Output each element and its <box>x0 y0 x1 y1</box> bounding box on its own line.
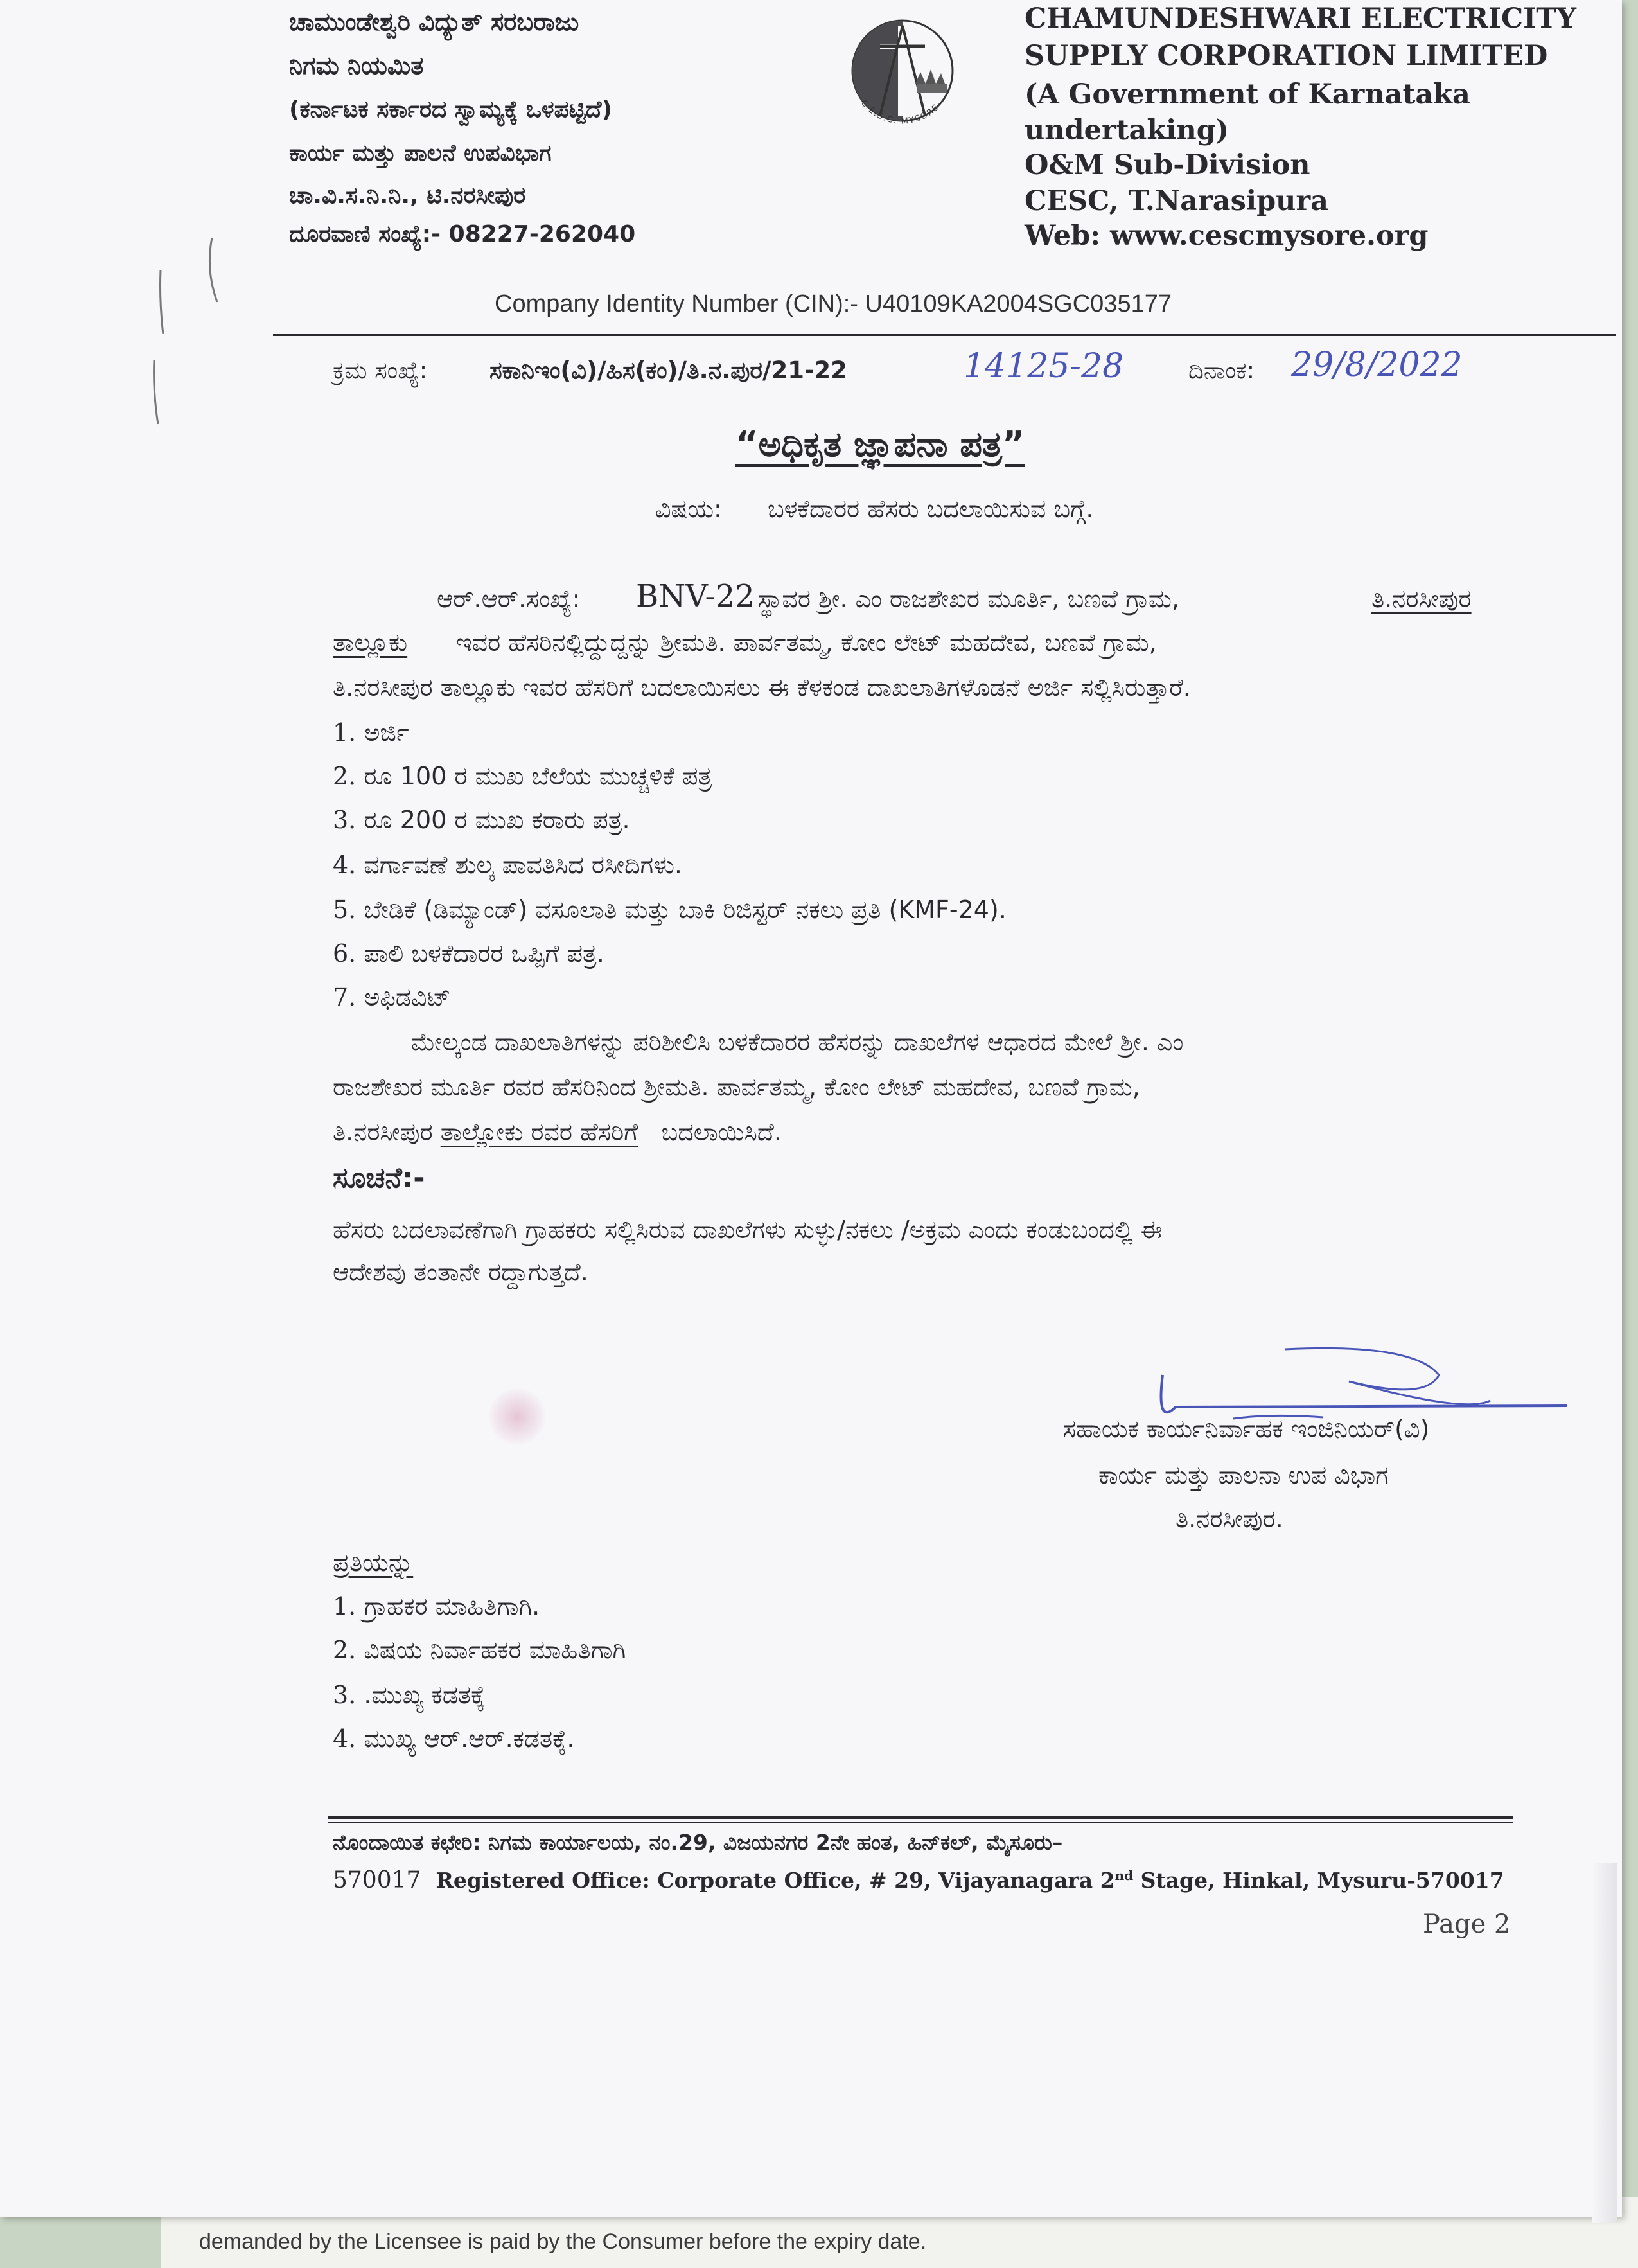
list-item: 6. ಪಾಲಿ ಬಳಕೆದಾರರ ಒಪ್ಪಿಗೆ ಪತ್ರ. <box>333 939 604 968</box>
signatory-place: ತಿ.ನರಸೀಪುರ. <box>1176 1505 1283 1533</box>
handwritten-date: 29/8/2022 <box>1291 346 1463 384</box>
handwritten-dispatch-number: 14125-28 <box>964 347 1124 385</box>
staple-marks <box>141 231 231 437</box>
header-kn-line: ಕಾರ್ಯ ಮತ್ತು ಪಾಲನೆ ಉಪವಿಭಾಗ <box>289 140 552 166</box>
list-item: 3. .ಮುಖ್ಯ ಕಡತಕ್ಕೆ <box>333 1681 486 1709</box>
subject-text: ಬಳಕೆದಾರರ ಹೆಸರು ಬದಲಾಯಿಸುವ ಬಗ್ಗೆ. <box>768 495 1094 523</box>
list-item: 4. ಮುಖ್ಯ ಆರ್.ಆರ್.ಕಡತಕ್ಕೆ. <box>333 1724 575 1753</box>
header-en-line: CHAMUNDESHWARI ELECTRICITY <box>1025 3 1576 35</box>
list-item: 2. ವಿಷಯ ನಿರ್ವಾಹಕರ ಮಾಹಿತಿಗಾಗಿ <box>333 1636 626 1664</box>
list-item: 7. ಅಫಿಡವಿಟ್ <box>333 983 451 1011</box>
header-kn-line: ದೂರವಾಣಿ ಸಂಖ್ಯೆ:- 08227-262040 <box>289 221 636 247</box>
intro-line2: ಇವರ ಹೆಸರಿನಲ್ಲಿದ್ದುದ್ದನ್ನು ಶ್ರೀಮತಿ. ಪಾರ್ವತಮ್ಮ, ಕೋಂ ಲೇಟ್ ಮಹದೇವ, ಬಣವೆ ಗ್ರಾಮ, <box>456 628 1157 657</box>
header-kn-line: (ಕರ್ನಾಟಕ ಸರ್ಕಾರದ ಸ್ವಾಮ್ಯಕ್ಕೆ ಒಳಪಟ್ಟಿದೆ) <box>289 96 612 123</box>
list-item: 1. ಗ್ರಾಹಕರ ಮಾಹಿತಿಗಾಗಿ. <box>333 1592 540 1620</box>
signatory-designation: ಸಹಾಯಕ ಕಾರ್ಯನಿರ್ವಾಹಕ ಇಂಜಿನಿಯರ್(ವಿ) <box>1063 1415 1430 1443</box>
cesc-logo <box>835 6 970 141</box>
company-cin: Company Identity Number (CIN):- U40109KA2004SGC035177 <box>495 290 1172 317</box>
rr-label: ಆರ್.ಆರ್.ಸಂಖ್ಯೆ: <box>437 585 581 613</box>
header-rule <box>273 334 1616 336</box>
list-item: 2. ರೂ 100 ರ ಮುಖ ಬೆಲೆಯ ಮುಚ್ಚಳಿಕೆ ಪತ್ರ <box>333 762 712 790</box>
reference-number: ಸಕಾನಿಇಂ(ವಿ)/ಹಿಸ(ಕಂ)/ತಿ.ನ.ಪುರ/21-22 <box>489 357 847 384</box>
note-heading: ಸೂಚನೆ:- <box>333 1162 425 1194</box>
intro-line1: ಸ್ಥಾವರ ಶ್ರೀ. ಎಂ ರಾಜಶೇಖರ ಮೂರ್ತಿ, ಬಣವೆ ಗ್ರಾಮ, <box>758 585 1179 613</box>
faint-stamp-mark <box>488 1388 546 1446</box>
underlying-sheet-text: demanded by the Licensee is paid by the Consumer before the expiry date. <box>199 2229 927 2254</box>
header-kn-line: ನಿಗಮ ನಿಯಮಿತ <box>289 51 424 80</box>
conclusion-line1: ಮೇಲ್ಕಂಡ ದಾಖಲಾತಿಗಳನ್ನು ಪರಿಶೀಲಿಸಿ ಬಳಕೆದಾರರ ಹೆಸರನ್ನು ದಾಖಲೆಗಳ ಆಧಾರದ ಮೇಲೆ ಶ್ರೀ. ಎಂ <box>411 1028 1184 1056</box>
intro-line2-underlined: ತಾಲ್ಲೂಕು <box>333 628 408 657</box>
rr-number: BNV-22 <box>636 578 755 614</box>
signatory-office: ಕಾರ್ಯ ಮತ್ತು ಪಾಲನಾ ಉಪ ವಿಭಾಗ <box>1098 1461 1389 1489</box>
footer-rule-top <box>328 1816 1513 1819</box>
header-en-line: CESC, T.Narasipura <box>1025 185 1328 217</box>
copies-heading: ಪ್ರತಿಯನ್ನು <box>333 1548 414 1577</box>
header-en-line: (A Government of Karnataka <box>1025 78 1470 111</box>
cesc-logo-graphic <box>835 6 970 141</box>
date-label: ದಿನಾಂಕ: <box>1188 357 1255 384</box>
reference-label: ಕ್ರಮ ಸಂಖ್ಯೆ: <box>333 357 428 384</box>
document-title: “ಅಧಿಕೃತ ಜ್ಞಾಪನಾ ಪತ್ರ” <box>735 424 1025 465</box>
list-item: 5. ಬೇಡಿಕೆ (ಡಿಮ್ಯಾಂಡ್) ವಸೂಲಾತಿ ಮತ್ತು ಬಾಕಿ ರಿಜಿಸ್ಟರ್ ನಕಲು ಪ್ರತಿ (KMF-24). <box>333 896 1007 924</box>
intro-line3: ತಿ.ನರಸೀಪುರ ತಾಲ್ಲೂಕು ಇವರ ಹೆಸರಿಗೆ ಬದಲಾಯಿಸಲು ಈ ಕೆಳಕಂಡ ದಾಖಲಾತಿಗಳೊಡನೆ ಅರ್ಜಿ ಸಲ್ಲಿಸಿರುತ್ತಾರೆ. <box>333 673 1191 702</box>
list-item: 4. ವರ್ಗಾವಣೆ ಶುಲ್ಕ ಪಾವತಿಸಿದ ರಸೀದಿಗಳು. <box>333 851 683 879</box>
conclusion-line3: ತಿ.ನರಸೀಪುರ ತಾಲ್ಲೋಕು ರವರ ಹೆಸರಿಗೆ ಬದಲಾಯಿಸಿದೆ. <box>333 1118 782 1146</box>
list-item: 3. ರೂ 200 ರ ಮುಖ ಕರಾರು ಪತ್ರ. <box>333 806 630 834</box>
intro-line1-underlined: ತಿ.ನರಸೀಪುರ <box>1371 585 1472 613</box>
logo-arc-text: C.E.S.C. MYSORE <box>858 98 942 127</box>
page-fold-edge <box>1592 1863 1617 2223</box>
footer-rule-bottom <box>328 1822 1513 1823</box>
conclusion-line2: ರಾಜಶೇಖರ ಮೂರ್ತಿ ರವರ ಹೆಸರಿನಿಂದ ಶ್ರೀಮತಿ. ಪಾರ್ವತಮ್ಮ, ಕೋಂ ಲೇಟ್ ಮಹದೇವ, ಬಣವೆ ಗ್ರಾಮ, <box>333 1073 1140 1101</box>
subject-label: ವಿಷಯ: <box>655 495 722 523</box>
note-line2: ಆದೇಶವು ತಂತಾನೇ ರದ್ದಾಗುತ್ತದೆ. <box>333 1258 588 1286</box>
page-number: Page 2 <box>1423 1909 1511 1939</box>
list-item: 1. ಅರ್ಜಿ <box>333 718 409 747</box>
footer-english-address: 570017 Registered Office: Corporate Office, # 29, Vijayanagara 2nd Stage, Hinkal, Mysuru-570017 <box>333 1867 1504 1893</box>
header-kn-line: ಚಾಮುಂಡೇಶ್ವರಿ ವಿದ್ಯುತ್ ಸರಬರಾಜು <box>289 8 579 36</box>
note-line1: ಹೆಸರು ಬದಲಾವಣೆಗಾಗಿ ಗ್ರಾಹಕರು ಸಲ್ಲಿಸಿರುವ ದಾಖಲೆಗಳು ಸುಳ್ಳು/ನಕಲು /ಅಕ್ರಮ ಎಂದು ಕಂಡುಬಂದಲ್ಲಿ ಈ <box>333 1216 1162 1244</box>
footer-kannada-address: ನೊಂದಾಯಿತ ಕಛೇರಿ: ನಿಗಮ ಕಾರ್ಯಾಲಯ, ನಂ.29, ವಿಜಯನಗರ 2ನೇ ಹಂತ, ಹಿನ್‌ಕಲ್, ಮೈಸೂರು– <box>333 1830 1063 1855</box>
header-kn-line: ಚಾ.ವಿ.ಸ.ನಿ.ನಿ., ಟಿ.ನರಸೀಪುರ <box>289 182 526 209</box>
header-en-line: O&M Sub-Division <box>1025 149 1310 181</box>
header-website: Web: www.cescmysore.org <box>1025 220 1429 252</box>
header-en-line: SUPPLY CORPORATION LIMITED <box>1025 40 1548 72</box>
conclusion-underlined: ತಾಲ್ಲೋಕು ರವರ ಹೆಸರಿಗೆ <box>440 1118 638 1146</box>
header-en-line: undertaking) <box>1025 114 1229 146</box>
